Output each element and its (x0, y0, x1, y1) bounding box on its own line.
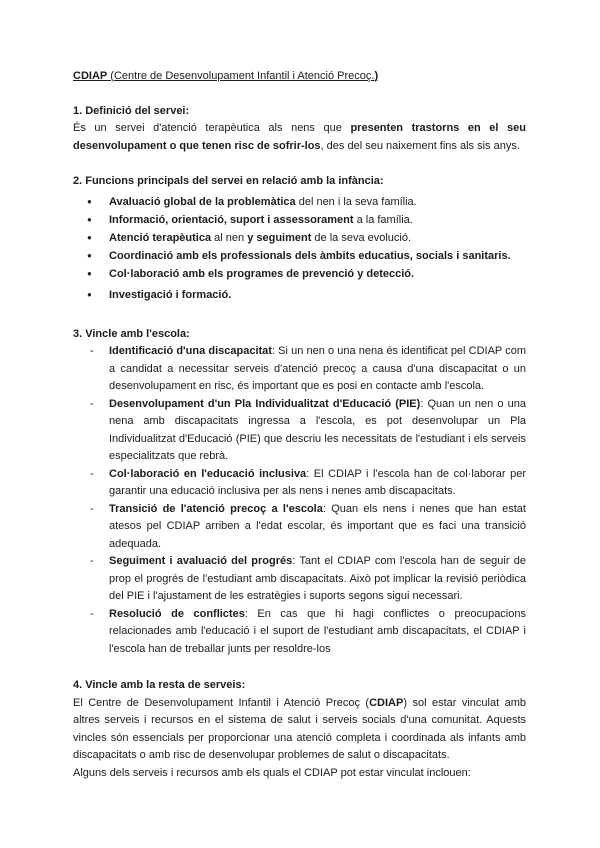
list-item (90, 466, 526, 501)
item-bold: Col·laboració amb els programes de prevenció y detecció. (109, 267, 415, 280)
definition-part: , des del seu naixement fins als sis anys. (320, 139, 520, 152)
item-bold: Col·laboració en l'educació inclusiva (109, 467, 307, 480)
services-part: ) sol estar vinculat amb altres serveis i recursos en el sistema de salut i serveis socials d'una comunitat. Aquests vincles són essencials per proporcionar una atenció completa i coordinada als infants amb discapacitats o amb risc de desenvolupar problemes de salut o discapacitats. (73, 696, 527, 761)
item-text: : En cas que hi hagi conflictes o preocupacions relacionades amb l'educació i el suport de l'estudiant amb discapacitats, el CDIAP i l'escola han de treballar junts per resoldre-los (109, 607, 526, 655)
item-bold: Identificació d'una discapacitat (109, 345, 272, 357)
item-bold: Informació, orientació, suport i assessorament (109, 213, 354, 226)
definition-part: És un servei d'atenció terapèutica als nens que (73, 122, 351, 134)
list-item (87, 265, 526, 283)
section-school-link (73, 326, 526, 659)
list-item (87, 286, 526, 304)
item-text: : Quan els nens i nenes que han estat atesos pel CDIAP arriben a l'edat escolar, és important que es faci una transició adequada. (109, 502, 526, 550)
definition-bold: presenten trastorns en el seu desenvolupament o que tenen risc de sofrir-los (73, 122, 526, 152)
services-paragraph (73, 695, 526, 765)
list-item (90, 396, 526, 466)
item-bold: Coordinació amb els professionals dels àmbits educatius, socials i sanitaris. (109, 249, 511, 262)
list-item (87, 193, 526, 211)
item-text: : El CDIAP i l'escola han de col·laborar per garantir una educació inclusiva per als nens i nenes amb discapacitats. (109, 467, 526, 497)
item-text: de la seva evolució. (311, 231, 412, 244)
list-item (87, 211, 526, 229)
item-text: al nen (211, 231, 248, 244)
item-text: : Quan un nen o una nena amb discapacitats ingressa a l'escola, es pot desenvolupar un Pla Individualitzat d'Educació (PIE) que descriu les necessitats de l'estudiant i els serveis especialitzats que rebrà. (109, 397, 526, 462)
item-text: : Tant el CDIAP com l'escola han de seguir de prop el progrés de l'estudiant amb discapacitats. Això pot implicar la revisió periòdica del PIE i l'ajustament de les estratègies i suports segons sigui necessari. (109, 555, 527, 602)
list-item (90, 501, 526, 554)
item-bold: Desenvolupament d'un Pla Individualitzat d'Educació (PIE) (109, 397, 421, 410)
functions-list (73, 193, 526, 304)
definition-text (73, 120, 526, 155)
title-paren-close: ) (374, 70, 379, 82)
section-functions (73, 173, 526, 304)
list-item (87, 247, 526, 265)
list-item (90, 606, 526, 659)
item-bold: Avaluació global de la problemàtica (109, 195, 296, 208)
item-bold: Seguiment i avaluació del progrés (109, 555, 293, 567)
section-heading: 1. Definició del servei: (73, 104, 190, 117)
item-bold: Investigació i formació. (109, 288, 232, 301)
title-paren-open: ( (107, 70, 114, 82)
list-item (90, 553, 526, 606)
item-text: : Si un nen o una nena és identificat pel CDIAP com a candidat a necessitar serveis d'atenció precoç a causa d'una discapacitat o un desenvolupament en risc, és important que es posi en contacte amb l'escola. (109, 345, 527, 392)
document-title (73, 68, 526, 86)
section-heading: 4. Vincle amb la resta de serveis: (73, 679, 246, 691)
services-part: El Centre de Desenvolupament Infantil i Atenció Precoç ( (73, 696, 370, 709)
item-bold: Resolució de conflictes (109, 607, 245, 620)
school-link-list (73, 343, 526, 658)
title-abbr: CDIAP (73, 70, 108, 82)
list-item (90, 343, 526, 396)
item-bold: Atenció terapèutica (109, 231, 212, 244)
section-heading: 2. Funcions principals del servei en relació amb la infància: (73, 175, 384, 187)
section-services-link (73, 677, 526, 782)
item-bold: Transició de l'atenció precoç a l'escola (109, 502, 323, 515)
item-text: a la família. (353, 213, 413, 226)
item-text: del nen i la seva família. (295, 195, 417, 208)
title-name: Centre de Desenvolupament Infantil i Atenció Precoç. (113, 70, 375, 82)
section-definition (73, 103, 526, 156)
services-intro: Alguns dels serveis i recursos amb els quals el CDIAP pot estar vinculat inclouen: (73, 766, 471, 779)
services-bold: CDIAP (369, 696, 404, 709)
section-heading: 3. Vincle amb l'escola: (73, 327, 190, 340)
list-item (87, 229, 526, 247)
item-bold: y seguiment (247, 231, 312, 244)
